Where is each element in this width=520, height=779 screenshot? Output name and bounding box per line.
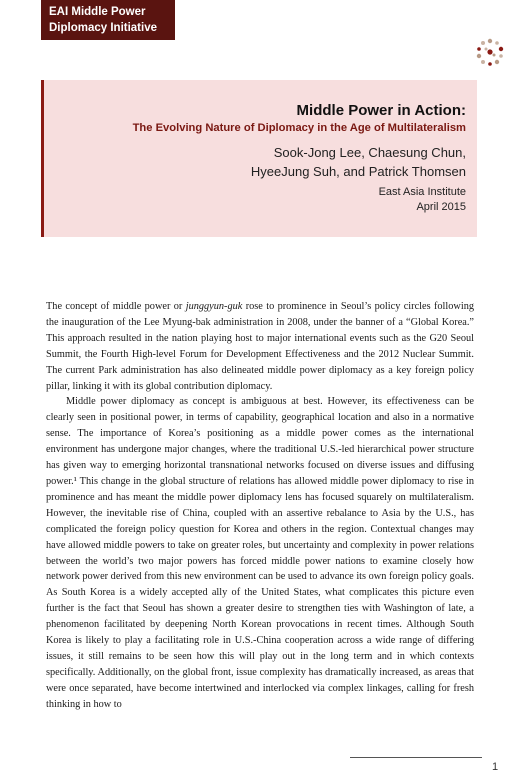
body-text [46, 299, 474, 713]
authors-line-1: Sook-Jong Lee, Chaesung Chun, [273, 145, 466, 160]
footer-rule [350, 757, 482, 758]
korean-term: junggyun-guk [185, 301, 243, 312]
dotted-circle-icon [476, 38, 504, 66]
institution: East Asia Institute [378, 186, 466, 198]
authors-line-2: HyeeJung Suh, and Patrick Thomsen [250, 164, 466, 179]
title-box [41, 80, 477, 237]
series-tag [41, 0, 175, 40]
page-number: 1 [492, 761, 499, 773]
paper-subtitle: The Evolving Nature of Diplomacy in the Age of Multilateralism [132, 122, 466, 134]
series-tag-line2: Diplomacy Initiative [49, 22, 158, 34]
publication-date: April 2015 [416, 201, 466, 213]
body-paragraph-1: The concept of middle power or junggyun-guk rose to prominence in Seoul’s policy circles following the inauguration of the Lee Myung-bak administration in 2008, under the banner of a “Global Korea.” This approach resulted in the nation playing host to major international events such as the G20 Seoul Summit, the Fourth High-level Forum for Development Effectiveness and the 2012 Nuclear Summit. The current Park administration has also delineated middle power diplomacy as a key foreign policy pillar, linking it with its global contribution diplomacy. [46, 301, 474, 392]
paper-title: Middle Power in Action: [296, 102, 466, 119]
series-tag-line1: EAI Middle Power [49, 6, 146, 18]
body-paragraph-2: Middle power diplomacy as concept is ambiguous at best. However, its effectiveness can be clearly seen in positional power, in terms of capability, geographical location and also in a normative sense. The importance of Korea’s positioning as a middle power comes as the international environment has undergone major changes, where the traditional U.S.-led hierarchical power structure has given way to emerging horizontal transnational networks focused on diverse issues and diffusing power.¹ This change in the global structure of relations has allowed middle power diplomacy to rise in prominence and has meant the middle power diplomacy lens has focused squarely on multilateralism. However, the inevitable rise of China, coupled with an assertive rebalance to Asia by the U.S., has complicated the foreign policy question for Korea and others in the region. Contextual changes may have allowed middle powers to take on greater roles, but uncertainty and complexity in power relations between the world’s two major powers has forced middle power nations to examine closely how network power derived from this new environment can be used to advance its own foreign policy goals. As South Korea is a widely accepted ally of the United States, what complicates this picture even further is the fact that Seoul has shown a greater desire to strengthen ties with Washington of late, a phenomenon facilitated by deepening North Korean provocations in recent times. Although South Korea is likely to play a facilitating role in U.S.-China cooperation across a wide range of differing issues, it still remains to be seen how this will play out in the long term and in which contexts specifically. Additionally, on the global front, issue complexity has dramatically increased, as areas that were once separated, have become intertwined and interlocked via complex linkages, calling for fresh thinking in how to [46, 396, 474, 710]
